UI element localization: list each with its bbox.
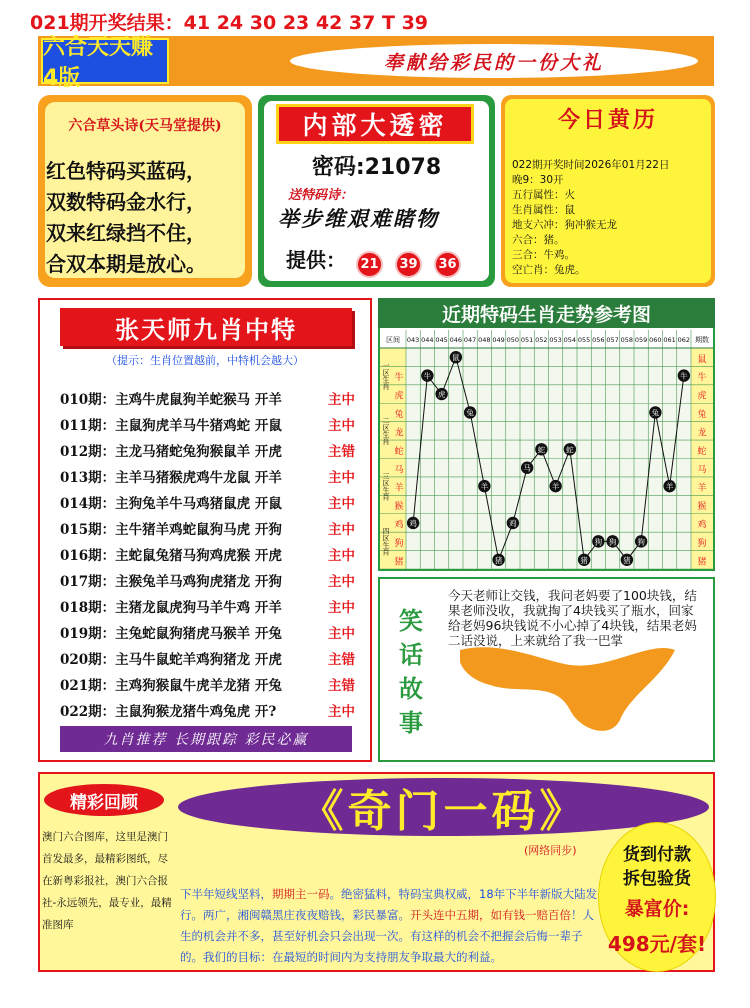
intro-text: [180, 884, 600, 968]
zodiac-row: [60, 700, 355, 720]
send-words: 举步维艰难睹物: [278, 206, 439, 231]
zodiac-row: [60, 596, 355, 616]
poem-line: 红色特码买蓝码，: [46, 159, 206, 183]
chart-row-label: 牛: [394, 373, 404, 384]
chart-x-tick: 057: [606, 336, 619, 344]
chart-row-label: 虎: [394, 391, 404, 402]
chart-point-label: 猪: [494, 555, 503, 565]
almanac-line: 六合：猪。: [512, 234, 565, 246]
edition-badge: 六合天天赚4版: [41, 38, 169, 84]
zodiac-row-result: 主中: [328, 626, 355, 642]
chart-point-label: 蛇: [566, 445, 574, 455]
chart-x-tick: 058: [620, 336, 634, 344]
zodiac-row: [60, 674, 355, 694]
banner-title: 《奇门一码》: [178, 778, 709, 836]
chart-x-tick: 051: [520, 336, 534, 344]
zodiac-row-text: 017期：主猴兔羊马鸡狗虎猪龙 开狗: [60, 574, 282, 590]
chart-point-label: 狗: [594, 537, 603, 547]
almanac-line: 生肖属性：鼠: [512, 204, 575, 216]
zodiac-row: [60, 492, 355, 512]
zodiac-row-text: 016期：主蛇鼠兔猪马狗鸡虎猴 开虎: [60, 548, 282, 564]
zodiac-list-footer: 九肖推荐 长期跟踪 彩民必赢: [60, 726, 352, 752]
chart-x-tick: 054: [563, 336, 577, 344]
zodiac-row: [60, 570, 355, 590]
chart-x-tick: 062: [677, 336, 691, 344]
zodiac-row-text: 012期：主龙马猪蛇兔狗猴鼠羊 开虎: [60, 444, 282, 460]
chart-row-label: 马: [394, 465, 404, 476]
zodiac-row: [60, 440, 355, 460]
zodiac-row-text: 014期：主狗兔羊牛马鸡猪鼠虎 开鼠: [60, 496, 282, 512]
chart-right-label: 蛇: [697, 446, 707, 457]
password: 密码:21078: [311, 155, 442, 180]
chart-point-label: 兔: [651, 408, 660, 418]
chart-right-label: 猴: [697, 502, 707, 513]
draw-result: 021期开奖结果：41 24 30 23 42 37 T 39: [30, 12, 429, 34]
zodiac-row-result: 主中: [328, 704, 355, 720]
zodiac-row-result: 主错: [328, 652, 355, 668]
zodiac-list-title: 张天师九肖中特: [60, 308, 352, 346]
chart-header-right: 期数: [695, 336, 709, 344]
trend-chart: [380, 330, 713, 569]
price-value: 498元/套!: [607, 932, 707, 956]
intro-part: 。绝密猛料，特码宝典权威，18年下半年新版大陆发行。两广，湘闽赣黑庄夜夜赔钱，彩民暴富。: [180, 887, 598, 922]
intro-part: 开头连中五期，如有钱一赔百倍: [410, 908, 571, 922]
zodiac-row-result: 主错: [328, 678, 355, 694]
zodiac-row-result: 主中: [328, 522, 355, 538]
chart-point-label: 牛: [680, 371, 688, 381]
chart-x-tick: 053: [549, 336, 562, 344]
almanac-line: 地支六冲：狗冲猴无龙: [512, 219, 617, 231]
zodiac-row-text: 019期：主兔蛇鼠狗猪虎马猴羊 开兔: [60, 626, 282, 642]
zodiac-row-result: 主中: [328, 392, 355, 408]
intro-part: ！人生的机会并不多，甚至好机会只会出现一次。有这样的机会不把握会后悔一辈子的。我们的目标：在最短的时间内为支持朋友争取最大的利益。: [180, 908, 594, 964]
almanac-line: 五行属性：火: [512, 189, 575, 201]
chart-x-tick: 043: [406, 336, 420, 344]
sync-note: (网络同步): [524, 844, 577, 857]
zodiac-row: [60, 388, 355, 408]
almanac-line: 三合：牛鸡。: [512, 249, 575, 261]
chart-x-tick: 045: [435, 336, 448, 344]
chart-point-label: 羊: [665, 482, 674, 492]
almanac-line: 空亡肖：兔虎。: [512, 264, 586, 276]
chart-section-label: 四区生肖: [382, 527, 390, 556]
number-ball: 39: [395, 251, 422, 278]
chart-point-label: 狗: [637, 537, 645, 547]
chart-row-label: 蛇: [394, 446, 404, 457]
chart-x-tick: 059: [634, 336, 648, 344]
chart-right-label: 马: [697, 465, 707, 476]
chart-right-label: 鼠: [697, 354, 707, 365]
provide-label: 提供：: [286, 248, 346, 272]
chart-row-label: 鸡: [394, 520, 404, 531]
zodiac-list-hint: （提示：生肖位置越前，中特机会越大）: [106, 354, 304, 367]
poem-title: 六合草头诗(天马堂提供): [68, 118, 222, 134]
chart-x-tick: 046: [449, 336, 463, 344]
price-inspect: 拆包验货: [623, 869, 691, 889]
chart-row-label: 猴: [394, 502, 404, 513]
zodiac-row-text: 013期：主羊马猪猴虎鸡牛龙鼠 开羊: [60, 470, 282, 486]
zodiac-row-result: 主中: [328, 600, 355, 616]
chart-right-label: 狗: [697, 538, 707, 549]
zodiac-row-text: 015期：主牛猪羊鸡蛇鼠狗马虎 开狗: [60, 522, 282, 538]
poem-line: 双来红绿挡不住，: [46, 221, 206, 245]
chart-section-label: 二区生肖: [382, 416, 390, 445]
chart-x-tick: 060: [649, 336, 662, 344]
number-ball: 36: [434, 251, 461, 278]
decorative-blob: [460, 640, 680, 745]
zodiac-row-result: 主中: [328, 574, 355, 590]
chart-x-tick: 047: [463, 336, 477, 344]
chart-section-label: 一区生肖: [382, 361, 390, 390]
almanac-title: 今日黄历: [557, 107, 658, 133]
chart-point-label: 马: [523, 463, 531, 473]
zodiac-row-text: 021期：主鸡狗猴鼠牛虎羊龙猪 开兔: [60, 678, 282, 694]
chart-point-label: 猪: [580, 555, 588, 565]
number-ball: 21: [356, 251, 383, 278]
chart-point-label: 虎: [437, 390, 446, 400]
chart-x-tick: 055: [577, 336, 591, 344]
chart-point-label: 鸡: [509, 518, 517, 528]
chart-right-label: 龙: [697, 428, 707, 439]
zodiac-row: [60, 518, 355, 538]
chart-point-label: 蛇: [537, 445, 546, 455]
zodiac-row-result: 主错: [328, 444, 355, 460]
chart-point-label: 兔: [466, 408, 474, 418]
chart-x-tick: 044: [421, 336, 434, 344]
zodiac-row-text: 011期：主鼠狗虎羊马牛猪鸡蛇 开鼠: [60, 418, 282, 434]
chart-row-label: 猪: [394, 557, 404, 568]
zodiac-row: [60, 414, 355, 434]
chart-point-label: 牛: [423, 371, 432, 381]
chart-x-tick: 061: [663, 336, 676, 344]
zodiac-row-text: 022期：主鼠狗猴龙猪牛鸡兔虎 开?: [60, 704, 277, 720]
chart-right-label: 猪: [697, 557, 707, 568]
almanac-line: 022期开奖时间2026年01月22日: [512, 159, 670, 171]
chart-row-label: 狗: [394, 538, 404, 549]
send-label: 送特码诗：: [288, 188, 354, 203]
chart-section-label: 三区生肖: [382, 472, 390, 501]
poem-line: 合双本期是放心。: [46, 252, 206, 276]
chart-row-label: 羊: [394, 483, 404, 494]
intro-part: 期期主一码: [272, 887, 330, 901]
zodiac-row: [60, 466, 355, 486]
price-label: 暴富价:: [624, 898, 690, 920]
chart-point-label: 鸡: [409, 518, 417, 528]
chart-row-label: 龙: [394, 428, 404, 439]
almanac-line: 晚9：30开: [512, 174, 564, 186]
chart-point-label: 羊: [551, 482, 560, 492]
review-title: 精彩回顾: [44, 784, 164, 816]
chart-point-label: 羊: [480, 482, 489, 492]
chart-point-label: 猪: [623, 555, 631, 565]
zodiac-row-text: 018期：主猪龙鼠虎狗马羊牛鸡 开羊: [60, 600, 282, 616]
intro-part: 下半年短线坚料，: [180, 887, 272, 901]
joke-text: 今天老师让交钱，我问老妈要了100块钱，结果老师没收，我就掏了4块钱买了瓶水，回家给老妈96块钱说不小心掉了4块钱，结果老妈二话没说，上来就给了我一巴掌: [448, 588, 697, 648]
chart-title: 近期特码生肖走势参考图: [378, 298, 715, 328]
review-text: 澳门六合图库，这里是澳门首发最多，最精彩图纸，尽在新粤彩报社，澳门六合报社-永远领先，最专业，最精准图库: [42, 831, 172, 931]
zodiac-row-result: 主中: [328, 496, 355, 512]
chart-point-label: 狗: [608, 537, 617, 547]
zodiac-row-text: 010期：主鸡牛虎鼠狗羊蛇猴马 开羊: [60, 392, 282, 408]
chart-right-label: 羊: [697, 483, 707, 494]
chart-right-label: 牛: [697, 373, 707, 384]
zodiac-row: [60, 544, 355, 564]
chart-x-tick: 056: [592, 336, 605, 344]
chart-x-tick: 052: [535, 336, 548, 344]
zodiac-row-text: 020期：主马牛鼠蛇羊鸡狗猪龙 开虎: [60, 652, 282, 668]
poem-line: 双数特码金水行，: [46, 190, 206, 214]
zodiac-row-result: 主中: [328, 418, 355, 434]
chart-header-left: 区间: [386, 336, 400, 344]
zodiac-row-result: 主中: [328, 470, 355, 486]
chart-right-label: 鸡: [697, 520, 707, 531]
reveal-title: 内部大透密: [276, 104, 474, 144]
zodiac-row: [60, 622, 355, 642]
joke-label: 笑话故事: [399, 606, 423, 737]
chart-x-tick: 049: [492, 336, 505, 344]
price-cod: 货到付款: [623, 845, 691, 865]
chart-right-label: 兔: [697, 410, 707, 421]
chart-point-label: 鼠: [452, 353, 460, 363]
chart-x-tick: 050: [506, 336, 520, 344]
zodiac-row-result: 主中: [328, 548, 355, 564]
chart-row-label: 兔: [394, 410, 404, 421]
zodiac-row: [60, 648, 355, 668]
chart-right-label: 虎: [697, 391, 707, 402]
chart-x-tick: 048: [478, 336, 491, 344]
slogan: 奉献给彩民的一份大礼: [290, 44, 698, 78]
